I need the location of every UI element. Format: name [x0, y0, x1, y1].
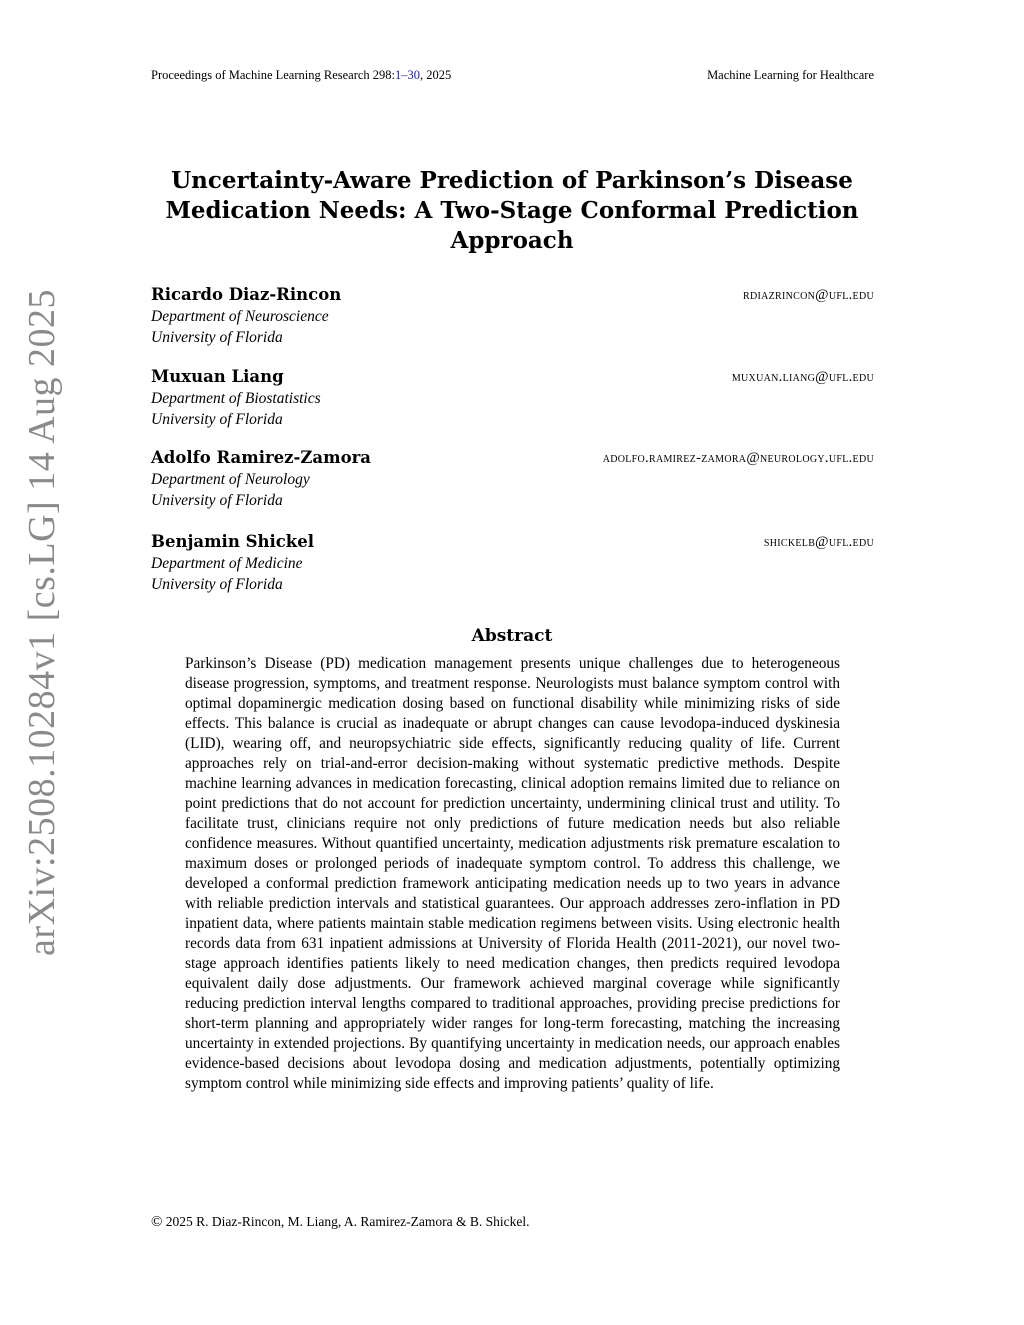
author-block-1: [151, 284, 874, 348]
abstract-heading: Abstract: [471, 626, 553, 646]
author-email: shickelb@ufl.edu: [763, 534, 874, 550]
running-header-right: Machine Learning for Healthcare: [707, 68, 874, 82]
proceedings-year: , 2025: [420, 68, 452, 82]
copyright-text: 2025 R. Diaz-Rincon, M. Liang, A. Ramirez-Zamora & B. Shickel.: [162, 1214, 530, 1229]
copyright-symbol: ©: [151, 1214, 163, 1230]
copyright-footer: [151, 1214, 529, 1231]
author-name: Benjamin Shickel: [151, 532, 314, 551]
proceedings-label: Proceedings of Machine Learning Research 298:: [151, 68, 396, 82]
author-university: University of Florida: [151, 492, 283, 509]
title-line-3: Approach: [450, 227, 574, 254]
arxiv-stamp: arXiv:2508.10284v1 [cs.LG] 14 Aug 2025: [21, 288, 63, 956]
running-header-left: [151, 68, 451, 83]
title-line-1: Uncertainty-Aware Prediction of Parkinson’s Disease: [171, 167, 853, 194]
author-department: Department of Medicine: [151, 555, 303, 572]
author-department: Department of Neuroscience: [151, 308, 329, 325]
author-email: rdiazrincon@ufl.edu: [742, 287, 874, 303]
author-block-2: [151, 366, 874, 430]
author-department: Department of Biostatistics: [151, 390, 321, 407]
author-name: Muxuan Liang: [151, 367, 284, 386]
page-range-link[interactable]: 1–30: [395, 68, 421, 82]
abstract-body: Parkinson’s Disease (PD) medication management presents unique challenges due to heterogeneous disease progression, symptoms, and treatment response. Neurologists must balance symptom control with optimal dopaminergic medication dosing based on functional disability while minimizing risks of side effects. This balance is crucial as inadequate or abrupt changes can cause levodopa-induced dyskinesia (LID), wearing off, and neuropsychiatric side effects, significantly reducing quality of life. Current approaches rely on trial-and-error decision-making without systematic predictive methods. Despite machine learning advances in medication forecasting, clinical adoption remains limited due to reliance on point predictions that do not account for prediction uncertainty, undermining clinical trust and utility. To facilitate trust, clinicians require not only predictions of future medication needs but also reliable confidence measures. Without quantified uncertainty, medication adjustments risk premature escalation to maximum doses or prolonged periods of inadequate symptom control. To address this challenge, we developed a conformal prediction framework anticipating medication needs up to two years in advance with reliable prediction intervals and statistical guarantees. Our approach addresses zero-inflation in PD inpatient data, where patients maintain stable medication regimens between visits. Using electronic health records data from 631 inpatient admissions at University of Florida Health (2011-2021), our novel two-stage approach identifies patients likely to need medication changes, then predicts required levodopa equivalent daily dose adjustments. Our framework achieved marginal coverage while significantly reducing prediction interval lengths compared to traditional approaches, providing precise predictions for short-term planning and appropriately wider ranges for long-term forecasting, matching the increasing uncertainty in extended projections. By quantifying uncertainty in medication needs, our approach enables evidence-based decisions about levodopa dosing and medication adjustments, potentially optimizing symptom control while minimizing side effects and improving patients’ quality of life.: [185, 655, 840, 1092]
paper-title: [150, 166, 874, 256]
author-email: muxuan.liang@ufl.edu: [731, 369, 874, 385]
author-block-4: [151, 531, 874, 595]
author-university: University of Florida: [151, 576, 283, 593]
author-name: Adolfo Ramirez-Zamora: [151, 448, 371, 467]
title-line-2: Medication Needs: A Two-Stage Conformal Prediction: [165, 197, 859, 224]
author-email: adolfo.ramirez-zamora@neurology.ufl.edu: [602, 450, 874, 466]
author-university: University of Florida: [151, 411, 283, 428]
author-name: Ricardo Diaz-Rincon: [151, 285, 342, 304]
author-department: Department of Neurology: [151, 471, 310, 488]
author-block-3: [151, 447, 874, 511]
author-university: University of Florida: [151, 329, 283, 346]
